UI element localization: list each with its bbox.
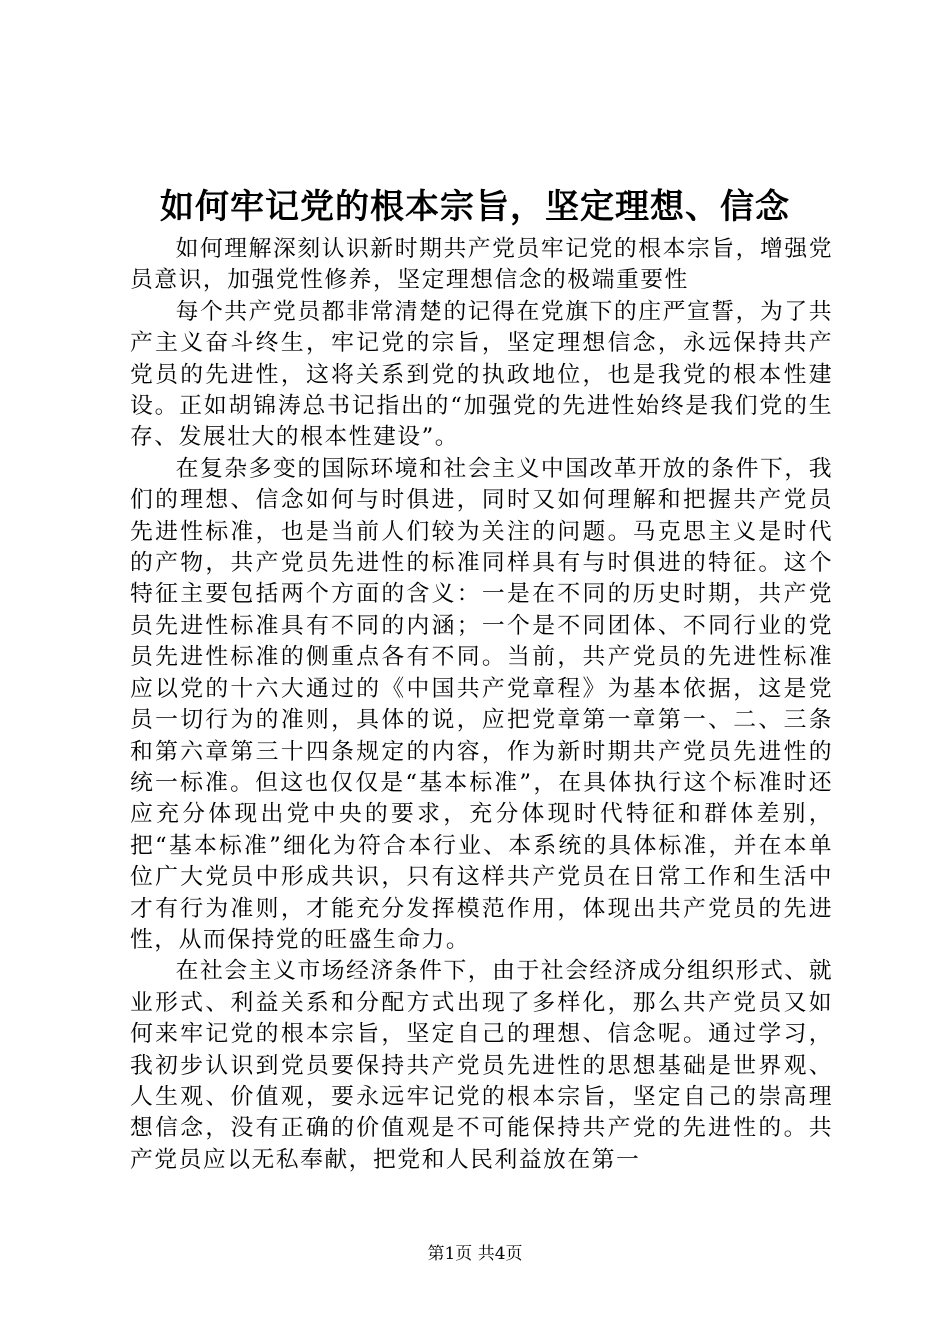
paragraph-market-economy: 在社会主义市场经济条件下，由于社会经济成分组织形式、就业形式、利益关系和分配方式出现了多样化，那么共产党员又如何来牢记党的根本宗旨，坚定自己的理想、信念呢。通过学习，我初步认识到党员要保持共产党员先进性的思想基础是世界观、人生观、价值观，要永远牢记党的根本宗旨，坚定自己的崇高理想信念，没有正确的价值观是不可能保持共产党的先进性的。共产党员应以无私奉献，把党和人民利益放在第一 bbox=[130, 958, 833, 1173]
paragraph-oath: 每个共产党员都非常清楚的记得在党旗下的庄严宣誓，为了共产主义奋斗终生，牢记党的宗旨，坚定理想信念，永远保持共产党员的先进性，这将关系到党的执政地位，也是我党的根本性建设。正如胡锦涛总书记指出的“加强党的先进性始终是我们党的生存、发展壮大的根本性建设”。 bbox=[130, 298, 833, 451]
document-title: 如何牢记党的根本宗旨，坚定理想、信念 bbox=[160, 187, 790, 227]
paragraph-intro: 如何理解深刻认识新时期共产党员牢记党的根本宗旨，增强党员意识，加强党性修养，坚定理想信念的极端重要性 bbox=[130, 236, 833, 294]
paragraph-standards: 在复杂多变的国际环境和社会主义中国改革开放的条件下，我们的理想、信念如何与时俱进，同时又如何理解和把握共产党员先进性标准，也是当前人们较为关注的问题。马克思主义是时代的产物，共产党员先进性的标准同样具有与时俱进的特征。这个特征主要包括两个方面的含义：一是在不同的历史时期，共产党员先进性标准具有不同的内涵；一个是不同团体、不同行业的党员先进性标准的侧重点各有不同。当前，共产党员的先进性标准应以党的十六大通过的《中国共产党章程》为基本依据，这是党员一切行为的准则，具体的说，应把党章第一章第一、二、三条和第六章第三十四条规定的内容，作为新时期共产党员先进性的统一标准。但这也仅仅是“基本标准”，在具体执行这个标准时还应充分体现出党中央的要求，充分体现时代特征和群体差别，把“基本标准”细化为符合本行业、本系统的具体标准，并在本单位广大党员中形成共识，只有这样共产党员在日常工作和生活中才有行为准则，才能充分发挥模范作用，体现出共产党员的先进性，从而保持党的旺盛生命力。 bbox=[130, 455, 833, 953]
document-body bbox=[130, 234, 833, 1176]
page-number-footer: 第1页 共4页 bbox=[427, 1244, 523, 1264]
